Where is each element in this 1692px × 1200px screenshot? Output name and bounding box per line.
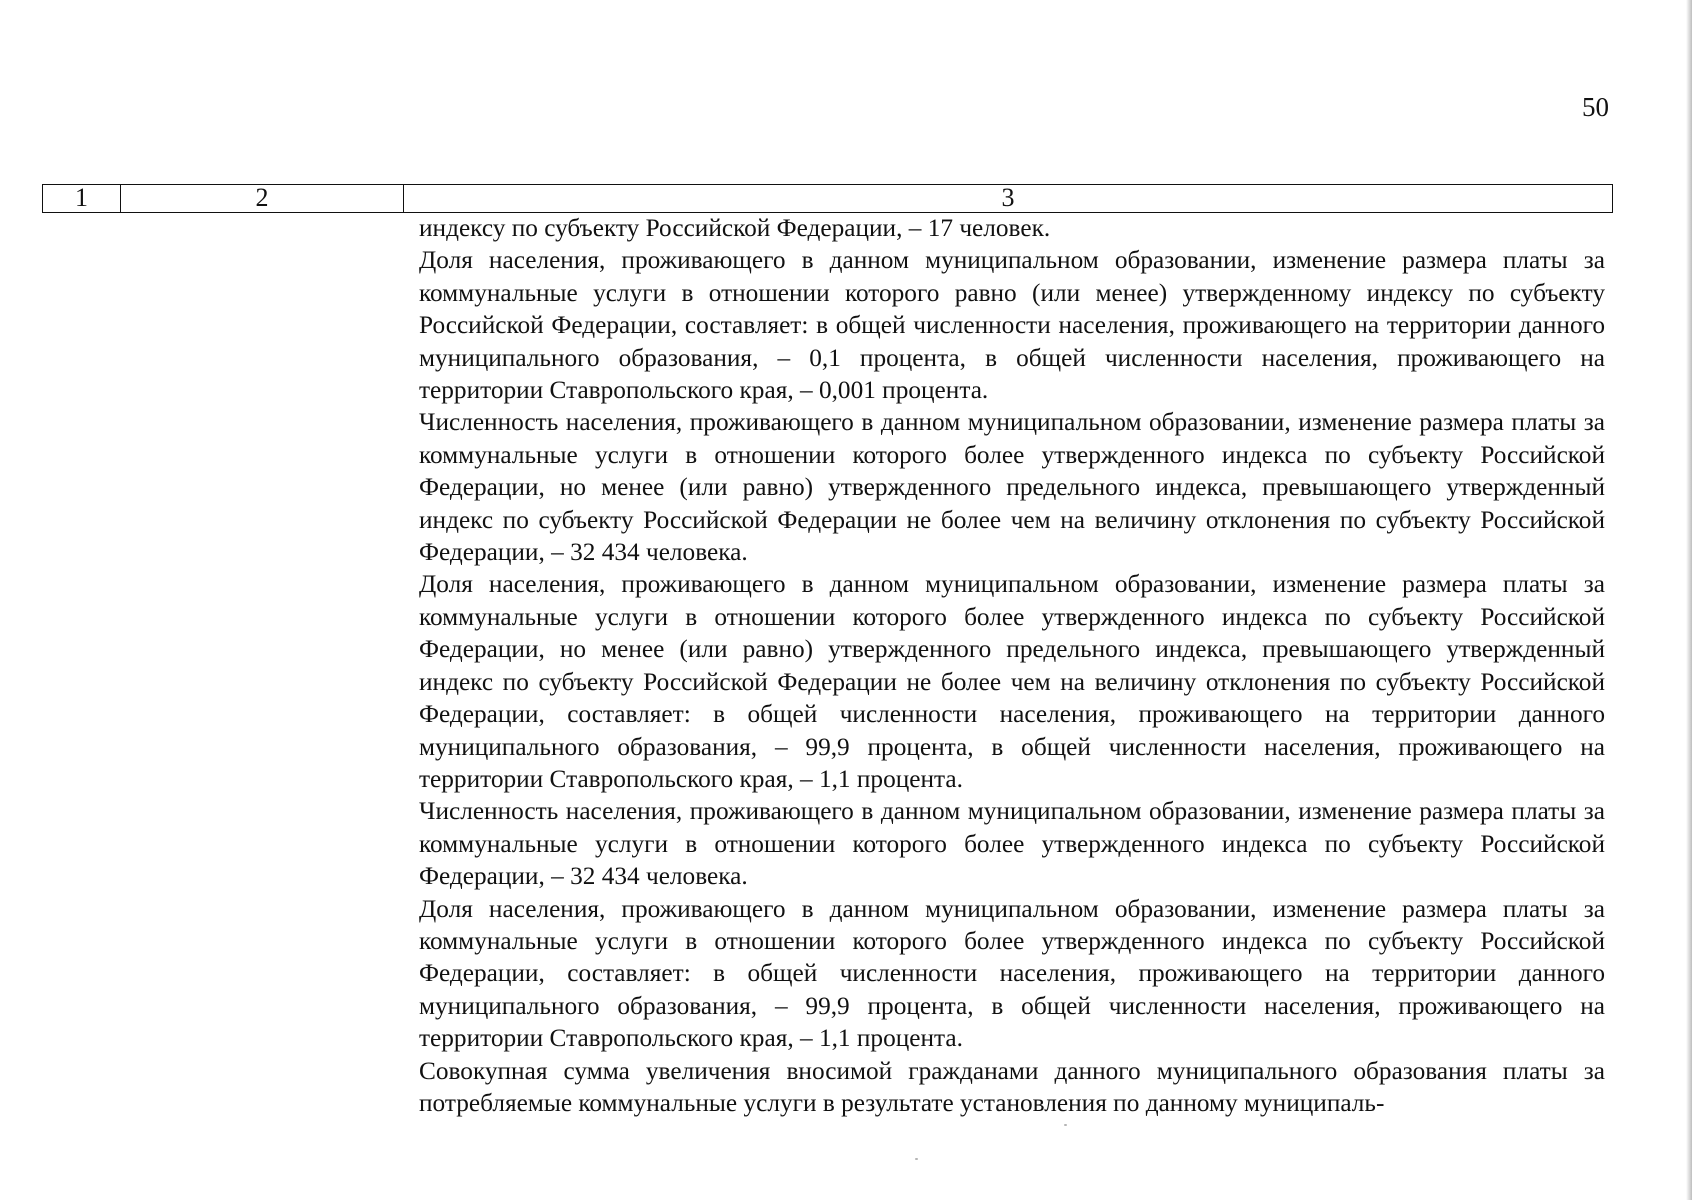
table-header-row [42,184,1613,213]
paragraph-total-increase: Совокупная сумма увеличения вносимой гражданами данного муниципального образования платы за потребляемые коммунальные услуги в результате установления по данному муниципаль- [419,1056,1605,1117]
scan-speck [1064,1124,1067,1126]
scan-edge-shadow [1686,0,1692,1200]
paragraph-count-above-index-within-limit: Численность населения, проживающего в данном муниципальном образовании, изменение размера платы за коммунальные услуги в отношении которого более утвержденного индекса по субъекту Российской Федерации, но менее (или равно) утвержденного предельного индекса, превышающего утвержденный индекс по субъекту Российской Федерации не более чем на величину отклонения по субъекту Российской Федерации, – 32 434 человека. [419,408,1605,567]
column-header-2: 2 [121,185,404,212]
column-header-3: 3 [1001,185,1015,212]
paragraph-share-above-index: Доля населения, проживающего в данном муниципальном образовании, изменение размера платы за коммунальные услуги в отношении которого более утвержденного индекса по субъекту Российской Федерации, составляет: в общей численности населения, проживающего на территории данного муниципального образования, – 99,9 процента, в общей численности населения, проживающего на территории Ставропольского края, – 1,1 процента. [419,894,1605,1053]
table-body-text-column [419,212,1605,1119]
paragraph-share-equal-index: Доля населения, проживающего в данном муниципальном образовании, изменение размера платы за коммунальные услуги в отношении которого равно (или менее) утвержденному индексу по субъекту Российской Федерации, составляет: в общей численности населения, проживающего на территории данного муниципального образования, – 0,1 процента, в общей численности населения, проживающего на территории Ставропольского края, – 0,001 процента. [419,246,1605,405]
column-header-1: 1 [43,185,121,212]
paragraph-share-above-index-within-limit: Доля населения, проживающего в данном муниципальном образовании, изменение размера платы за коммунальные услуги в отношении которого более утвержденного индекса по субъекту Российской Федерации, но менее (или равно) утвержденного предельного индекса, превышающего утвержденный индекс по субъекту Российской Федерации не более чем на величину отклонения по субъекту Российской Федерации, составляет: в общей численности населения, проживающего на территории данного муниципального образования, – 99,9 процента, в общей численности населения, проживающего на территории Ставропольского края, – 1,1 процента. [419,570,1605,793]
scan-speck [915,1158,918,1160]
paragraph-count-above-index: Численность населения, проживающего в данном муниципальном образовании, изменение размера платы за коммунальные услуги в отношении которого более утвержденного индекса по субъекту Российской Федерации, – 32 434 человека. [419,797,1605,891]
page-number: 50 [1582,92,1609,122]
paragraph-continuation: индексу по субъекту Российской Федерации, – 17 человек. [419,214,1051,242]
